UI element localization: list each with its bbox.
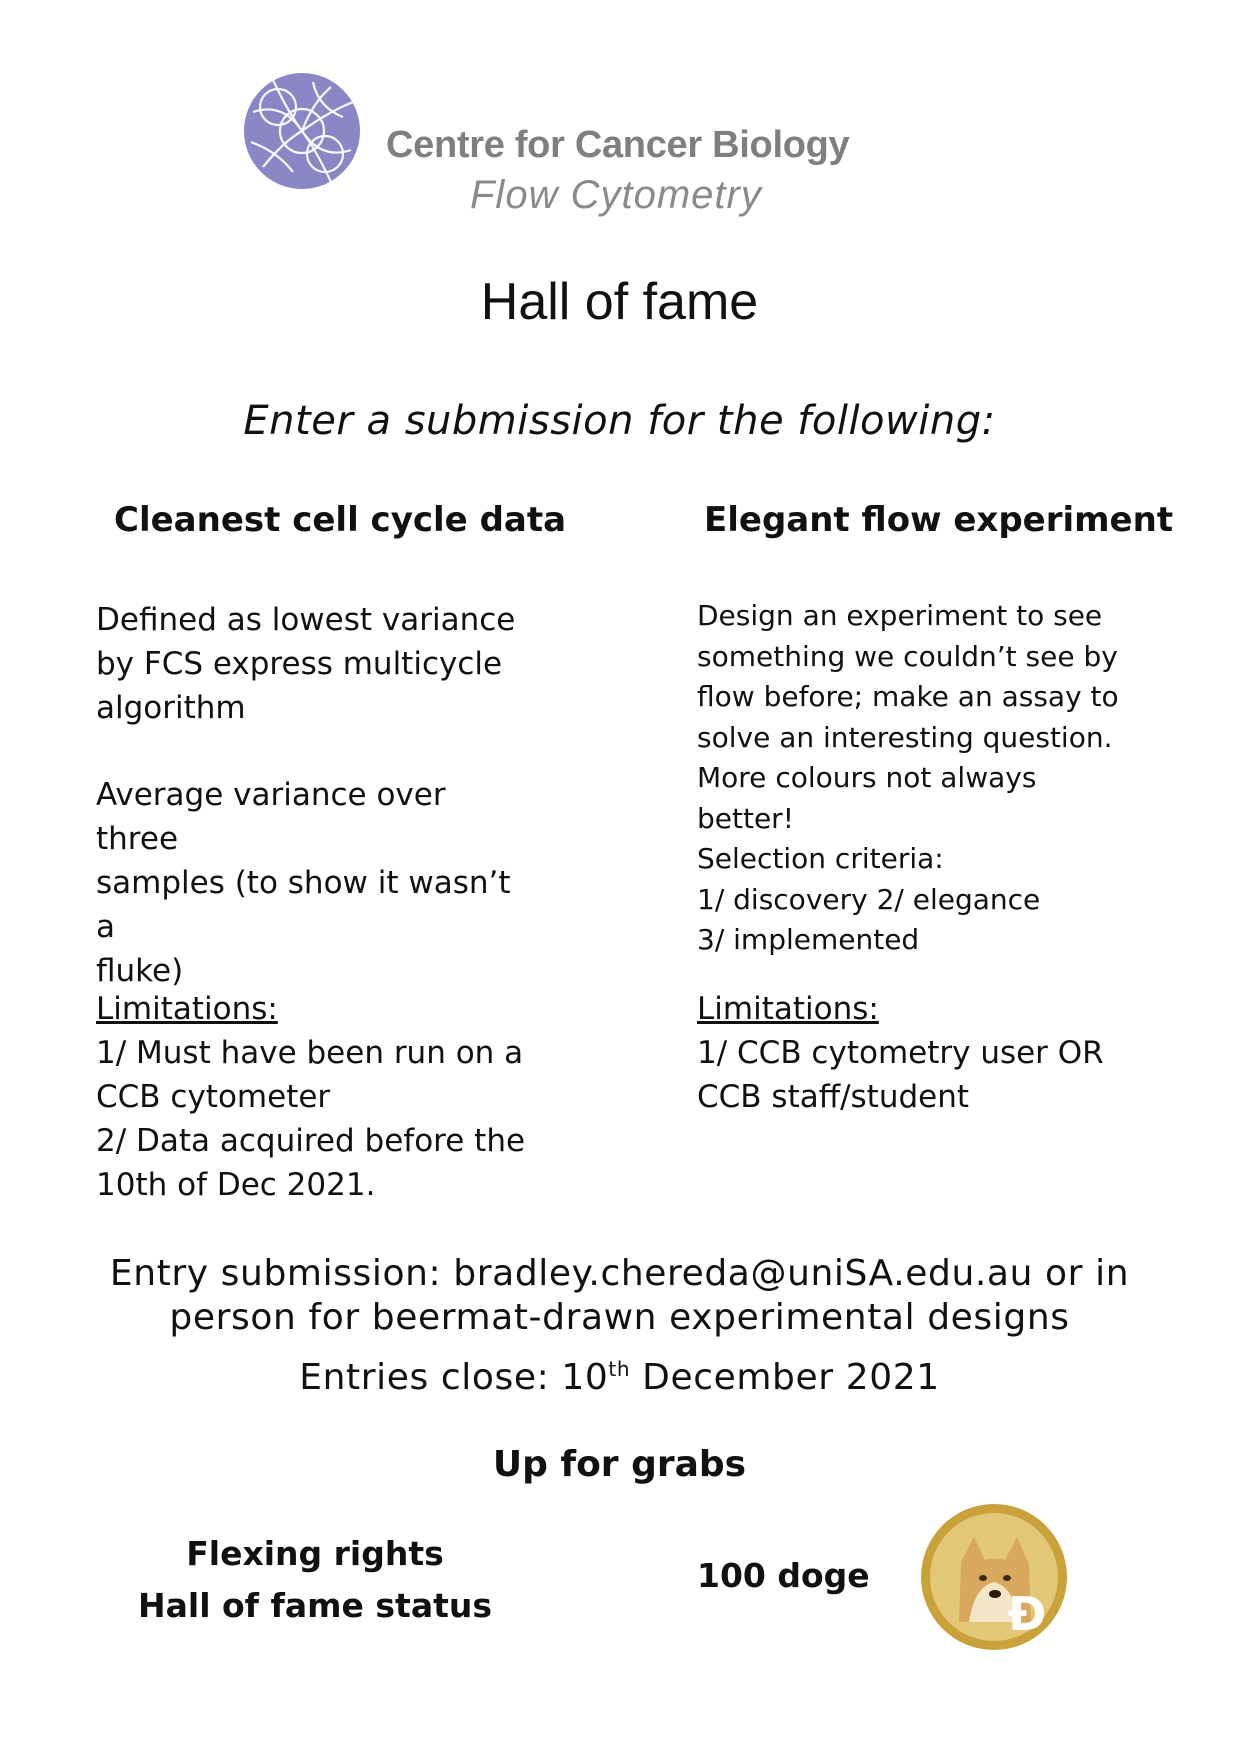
category-heading-cell-cycle: Cleanest cell cycle data — [114, 500, 567, 540]
prize-flow-experiment: 100 doge — [697, 1556, 870, 1595]
intro-text: Enter a submission for the following: — [243, 398, 996, 444]
prize-cell-cycle — [115, 1528, 515, 1632]
entries-close-date — [0, 1357, 1239, 1398]
cell-cycle-definition — [96, 598, 536, 730]
entry-line-1: Entry submission: bradley.chereda@uniSA.edu.au or in — [109, 1253, 1130, 1294]
dogecoin-icon — [919, 1502, 1069, 1652]
text-line: algorithm — [96, 690, 246, 726]
entry-line-2: person for beermat-drawn experimental designs — [169, 1297, 1070, 1338]
text-line: 2/ Data acquired before the — [96, 1123, 526, 1159]
text-line: samples (to show it wasn’t a — [96, 865, 511, 945]
text-line: 1/ CCB cytometry user OR — [697, 1035, 1104, 1071]
page-title: Hall of fame — [480, 273, 759, 331]
flow-experiment-description — [697, 596, 1157, 961]
text-line: CCB staff/student — [697, 1079, 970, 1115]
text-line: Defined as lowest variance — [96, 602, 516, 638]
cell-cycle-average — [96, 773, 536, 993]
limitations-label: Limitations: — [697, 991, 879, 1027]
text-line: Design an experiment to see — [697, 599, 1103, 632]
cell-cycle-limitations — [96, 987, 536, 1207]
text-line: 1/ discovery 2/ elegance — [697, 882, 1041, 916]
limitations-label: Limitations: — [96, 991, 278, 1027]
text-line: Average variance over three — [96, 777, 446, 857]
svg-text:Ð: Ð — [1007, 1587, 1047, 1641]
prize-line: Flexing rights — [186, 1534, 444, 1573]
text-line: More colours not always — [697, 761, 1037, 794]
org-name: Centre for Cancer Biology — [386, 124, 850, 166]
text-line: 10th of Dec 2021. — [96, 1167, 376, 1203]
close-prefix: Entries close: 10 — [299, 1357, 609, 1398]
prize-line: Hall of fame status — [138, 1586, 492, 1625]
org-subtitle: Flow Cytometry — [470, 173, 762, 217]
text-line: flow before; make an assay to — [697, 680, 1119, 713]
ccb-logo-icon — [243, 72, 361, 190]
entry-submission-info — [0, 1252, 1239, 1340]
text-line: Selection criteria: — [697, 842, 944, 875]
close-ordinal: th — [608, 1357, 631, 1381]
text-line: by FCS express multicycle — [96, 646, 503, 682]
close-suffix: December 2021 — [630, 1357, 940, 1398]
text-line: solve an interesting question. — [697, 720, 1113, 754]
category-heading-flow-experiment: Elegant flow experiment — [704, 500, 1174, 540]
text-line: CCB cytometer — [96, 1079, 331, 1115]
text-line: 1/ Must have been run on a — [96, 1035, 524, 1071]
flow-experiment-limitations — [697, 987, 1157, 1119]
prizes-title: Up for grabs — [492, 1444, 747, 1485]
text-line: fluke) — [96, 953, 184, 989]
text-line: something we couldn’t see by — [697, 639, 1118, 673]
text-line: better! — [697, 801, 794, 835]
text-line: 3/ implemented — [697, 923, 920, 956]
